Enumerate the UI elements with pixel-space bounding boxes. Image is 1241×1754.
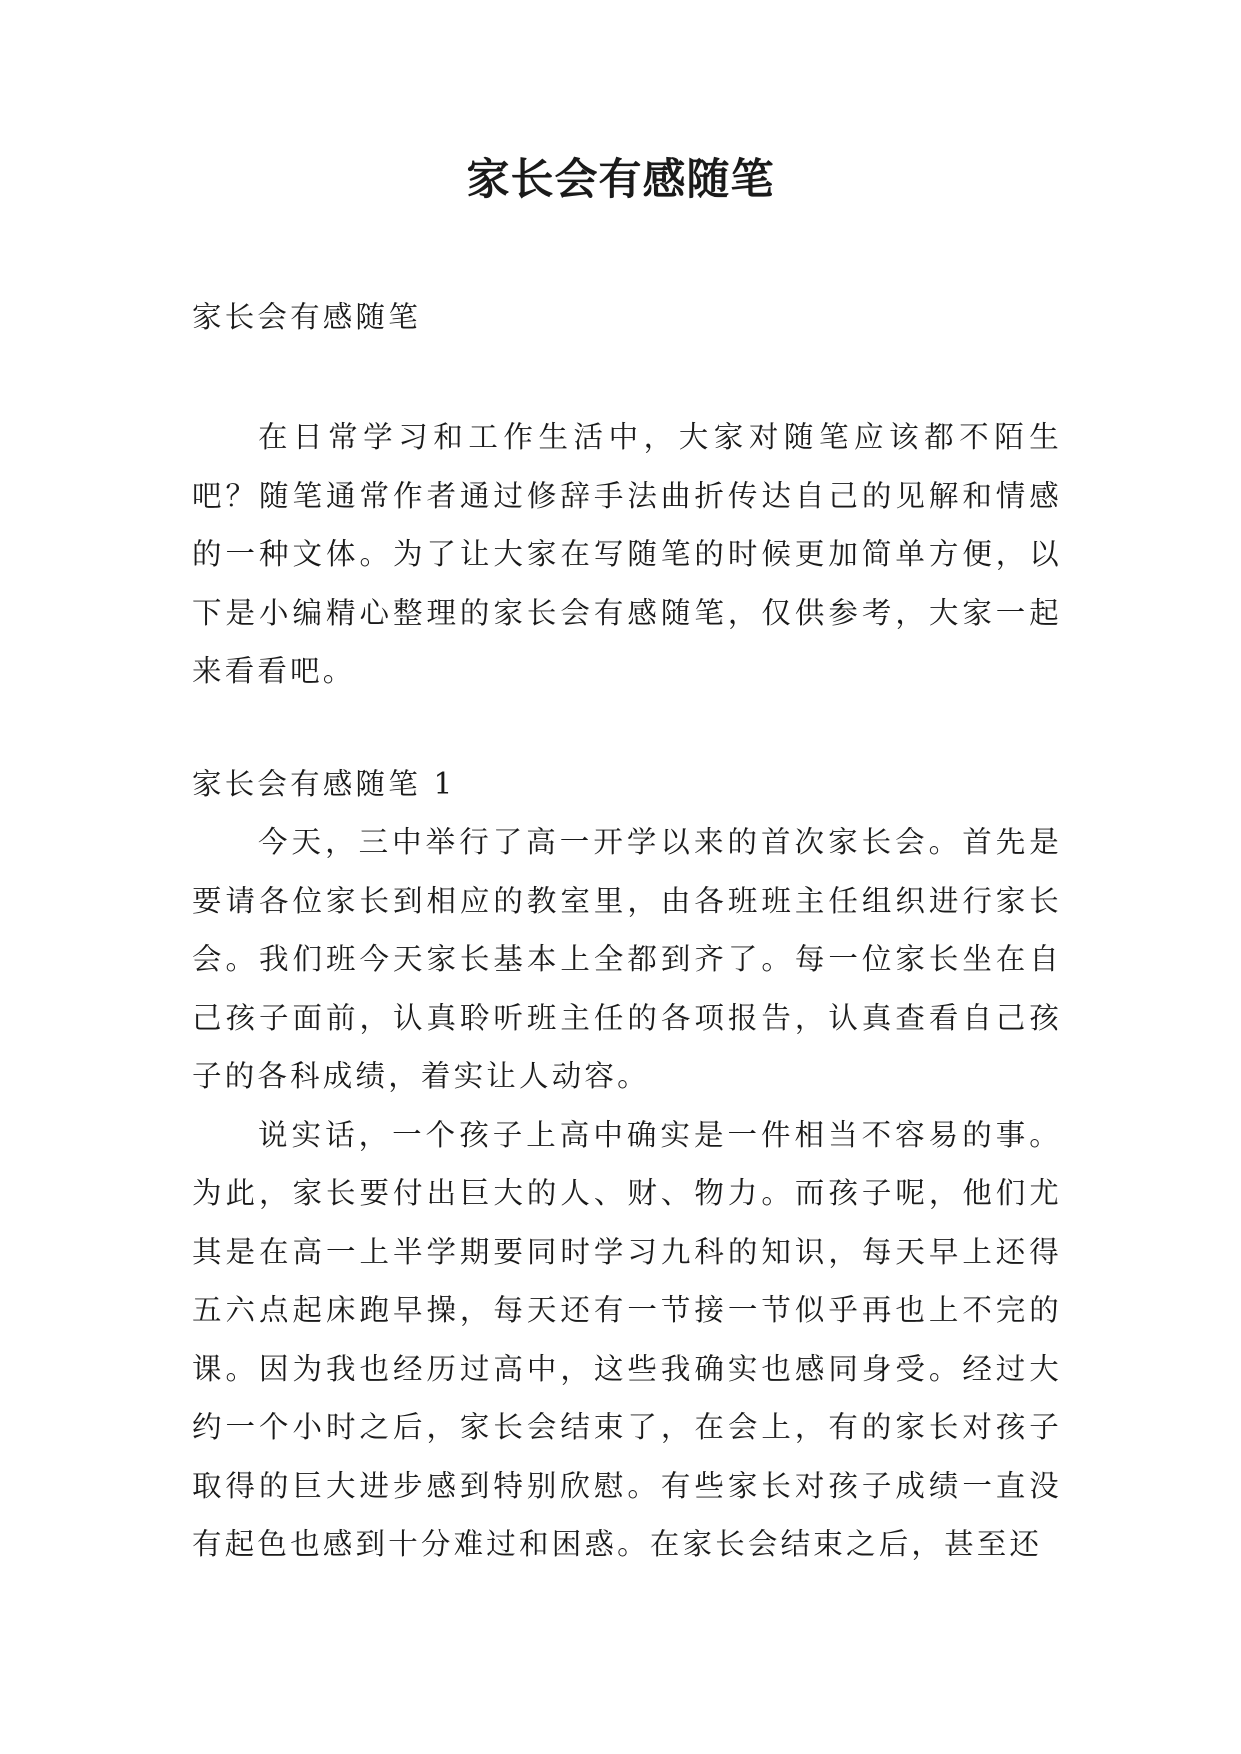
section-paragraph-1: 今天，三中举行了高一开学以来的首次家长会。首先是要请各位家长到相应的教室里，由各班班主任组织进行家长会。我们班今天家长基本上全都到齐了。每一位家长坐在自己孩子面前，认真聆听班主任的各项报告，认真查看自己孩子的各科成绩，着实让人动容。 [192, 825, 1062, 1093]
intro-section [192, 408, 1062, 701]
document-subtitle: 家长会有感随笔 [192, 300, 421, 334]
section-paragraph-2: 说实话，一个孩子上高中确实是一件相当不容易的事。为此，家长要付出巨大的人、财、物力。而孩子呢，他们尤其是在高一上半学期要同时学习九科的知识，每天早上还得五六点起床跑早操，每天还有一节接一节似乎再也上不完的课。因为我也经历过高中，这些我确实也感同身受。经过大约一个小时之后，家长会结束了，在会上，有的家长对孩子取得的巨大进步感到特别欣慰。有些家长对孩子成绩一直没有起色也感到十分难过和困惑。在家长会结束之后，甚至还 [192, 1117, 1062, 1561]
document-title: 家长会有感随笔 [466, 155, 775, 205]
section-heading: 家长会有感随笔 1 [192, 767, 456, 801]
section-body [192, 813, 1062, 1574]
intro-paragraph: 在日常学习和工作生活中，大家对随笔应该都不陌生吧？随笔通常作者通过修辞手法曲折传达自己的见解和情感的一种文体。为了让大家在写随笔的时候更加简单方便，以下是小编精心整理的家长会有感随笔，仅供参考，大家一起来看看吧。 [192, 420, 1062, 688]
